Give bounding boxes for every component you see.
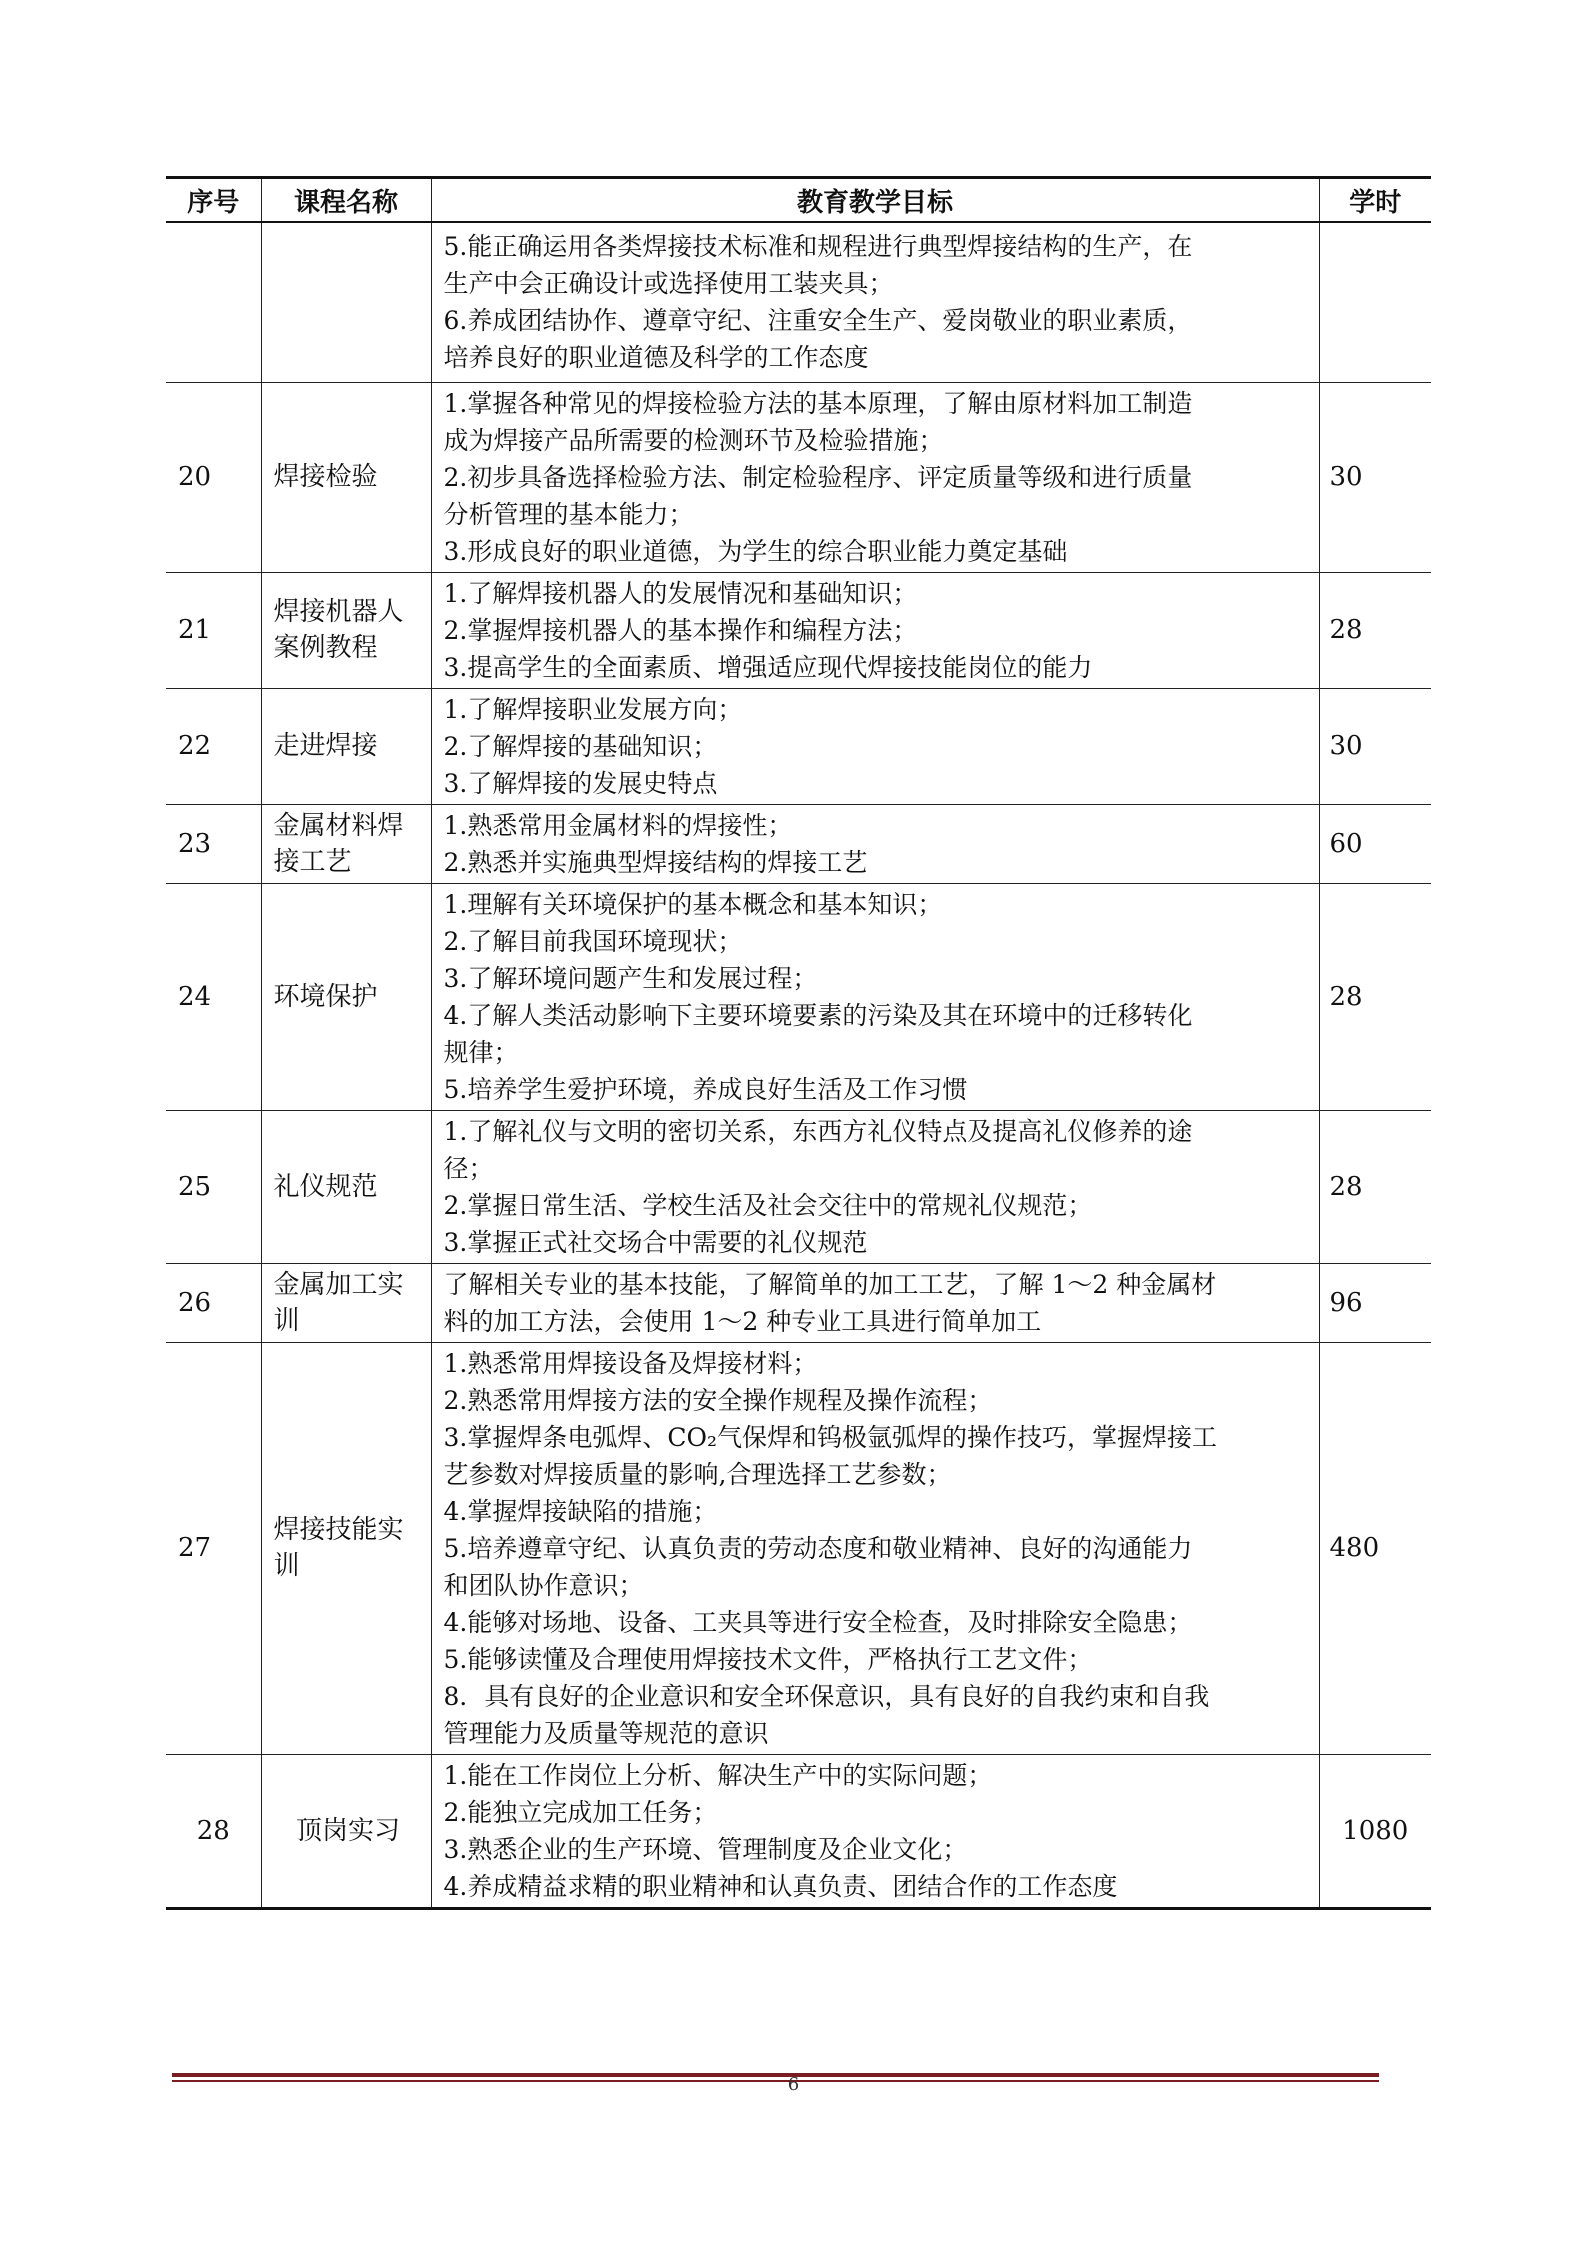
objective-line: 生产中会正确设计或选择使用工装夹具； — [443, 269, 894, 299]
objective-line: 艺参数对焊接质量的影响,合理选择工艺参数； — [443, 1459, 952, 1489]
objective-line: 1.了解焊接机器人的发展情况和基础知识； — [443, 578, 918, 608]
cell-index: 27 — [166, 1342, 261, 1754]
objective-line: 2.了解焊接的基础知识； — [443, 731, 718, 761]
cell-index: 20 — [166, 382, 261, 572]
cell-index: 23 — [166, 804, 261, 883]
table-row — [166, 382, 1431, 572]
objective-line: 管理能力及质量等规范的意识 — [443, 1718, 769, 1748]
objective-line: 了解相关专业的基本技能，了解简单的加工工艺，了解 1～2 种金属材 — [443, 1269, 1217, 1299]
objective-line: 培养良好的职业道德及科学的工作态度 — [443, 343, 869, 373]
cell-hours: 60 — [1319, 804, 1431, 883]
cell-hours: 28 — [1319, 883, 1431, 1110]
objective-line: 4.掌握焊接缺陷的措施； — [443, 1496, 718, 1526]
objective-line: 1.了解焊接职业发展方向； — [443, 694, 743, 724]
cell-index: 28 — [166, 1754, 261, 1908]
objective-line: 径； — [443, 1153, 494, 1183]
cell-index: 22 — [166, 688, 261, 804]
objective-line: 2.能独立完成加工任务； — [443, 1797, 718, 1827]
cell-objectives — [431, 1263, 1319, 1342]
cell-index: 26 — [166, 1263, 261, 1342]
curriculum-table — [166, 176, 1431, 1910]
objective-line: 1.理解有关环境保护的基本概念和基本知识； — [443, 889, 943, 919]
cell-course-name: 金属加工实训 — [261, 1263, 431, 1342]
objective-line: 8．具有良好的企业意识和安全环保意识，具有良好的自我约束和自我 — [443, 1681, 1210, 1711]
objective-line: 1.熟悉常用焊接设备及焊接材料； — [443, 1348, 818, 1378]
cell-objectives — [431, 688, 1319, 804]
cell-objectives — [431, 222, 1319, 382]
table-row — [166, 222, 1431, 382]
objective-line: 2.熟悉并实施典型焊接结构的焊接工艺 — [443, 847, 868, 877]
cell-hours: 480 — [1319, 1342, 1431, 1754]
objective-line: 1.熟悉常用金属材料的焊接性； — [443, 810, 793, 840]
table-row — [166, 1342, 1431, 1754]
table-row — [166, 1110, 1431, 1263]
objective-line: 3.形成良好的职业道德，为学生的综合职业能力奠定基础 — [443, 536, 1068, 566]
cell-objectives — [431, 883, 1319, 1110]
cell-objectives — [431, 1342, 1319, 1754]
header-course: 课程名称 — [261, 178, 431, 223]
cell-hours: 1080 — [1319, 1754, 1431, 1908]
cell-hours: 30 — [1319, 688, 1431, 804]
objective-line: 6.养成团结协作、遵章守纪、注重安全生产、爱岗敬业的职业素质， — [443, 306, 1193, 336]
objective-line: 2.掌握日常生活、学校生活及社会交往中的常规礼仪规范； — [443, 1190, 1093, 1220]
cell-hours — [1319, 222, 1431, 382]
objective-line: 2.熟悉常用焊接方法的安全操作规程及操作流程； — [443, 1385, 993, 1415]
cell-course-name: 焊接机器人案例教程 — [261, 572, 431, 688]
cell-objectives — [431, 382, 1319, 572]
table-row — [166, 688, 1431, 804]
objective-line: 3.熟悉企业的生产环境、管理制度及企业文化； — [443, 1834, 968, 1864]
objective-line: 2.了解目前我国环境现状； — [443, 926, 743, 956]
objective-line: 5.培养学生爱护环境，养成良好生活及工作习惯 — [443, 1074, 968, 1104]
objective-line: 料的加工方法，会使用 1～2 种专业工具进行简单加工 — [443, 1306, 1042, 1336]
cell-objectives — [431, 804, 1319, 883]
objective-line: 3.掌握焊条电弧焊、CO₂气保焊和钨极氩弧焊的操作技巧，掌握焊接工 — [443, 1422, 1218, 1452]
cell-course-name: 走进焊接 — [261, 688, 431, 804]
objective-line: 5.培养遵章守纪、认真负责的劳动态度和敬业精神、良好的沟通能力 — [443, 1533, 1193, 1563]
table-row — [166, 1754, 1431, 1908]
objective-line: 3.掌握正式社交场合中需要的礼仪规范 — [443, 1227, 868, 1257]
table-row — [166, 1263, 1431, 1342]
objective-line: 3.了解环境问题产生和发展过程； — [443, 963, 818, 993]
objective-line: 4.了解人类活动影响下主要环境要素的污染及其在环境中的迁移转化 — [443, 1000, 1193, 1030]
objective-line: 2.初步具备选择检验方法、制定检验程序、评定质量等级和进行质量 — [443, 462, 1193, 492]
cell-course-name: 焊接技能实训 — [261, 1342, 431, 1754]
objective-line: 1.能在工作岗位上分析、解决生产中的实际问题； — [443, 1760, 993, 1790]
objective-line: 3.提高学生的全面素质、增强适应现代焊接技能岗位的能力 — [443, 652, 1093, 682]
cell-hours: 96 — [1319, 1263, 1431, 1342]
table-row — [166, 572, 1431, 688]
cell-hours: 28 — [1319, 572, 1431, 688]
cell-course-name — [261, 222, 431, 382]
objective-line: 分析管理的基本能力； — [443, 499, 694, 529]
cell-course-name: 焊接检验 — [261, 382, 431, 572]
cell-hours: 28 — [1319, 1110, 1431, 1263]
table-header-row — [166, 178, 1431, 223]
objective-line: 5.能正确运用各类焊接技术标准和规程进行典型焊接结构的生产，在 — [443, 232, 1193, 262]
cell-course-name: 礼仪规范 — [261, 1110, 431, 1263]
cell-index: 24 — [166, 883, 261, 1110]
objective-line: 1.掌握各种常见的焊接检验方法的基本原理，了解由原材料加工制造 — [443, 388, 1193, 418]
objective-line: 2.掌握焊接机器人的基本操作和编程方法； — [443, 615, 918, 645]
objective-line: 5.能够读懂及合理使用焊接技术文件，严格执行工艺文件； — [443, 1644, 1093, 1674]
objective-line: 3.了解焊接的发展史特点 — [443, 768, 718, 798]
cell-course-name: 金属材料焊接工艺 — [261, 804, 431, 883]
table-row — [166, 804, 1431, 883]
objective-line: 4.养成精益求精的职业精神和认真负责、团结合作的工作态度 — [443, 1871, 1118, 1901]
cell-objectives — [431, 572, 1319, 688]
objective-line: 规律； — [443, 1037, 519, 1067]
objective-line: 4.能够对场地、设备、工夹具等进行安全检查，及时排除安全隐患； — [443, 1607, 1193, 1637]
header-index: 序号 — [166, 178, 261, 223]
objective-line: 和团队协作意识； — [443, 1570, 644, 1600]
objective-line: 1.了解礼仪与文明的密切关系，东西方礼仪特点及提高礼仪修养的途 — [443, 1116, 1193, 1146]
cell-course-name: 环境保护 — [261, 883, 431, 1110]
cell-objectives — [431, 1110, 1319, 1263]
cell-index: 25 — [166, 1110, 261, 1263]
objective-line: 成为焊接产品所需要的检测环节及检验措施； — [443, 425, 944, 455]
page-number: 6 — [787, 2074, 800, 2095]
cell-index: 21 — [166, 572, 261, 688]
header-hours: 学时 — [1319, 178, 1431, 223]
cell-index — [166, 222, 261, 382]
cell-objectives — [431, 1754, 1319, 1908]
cell-hours: 30 — [1319, 382, 1431, 572]
table-row — [166, 883, 1431, 1110]
cell-course-name: 顶岗实习 — [261, 1754, 431, 1908]
header-objectives: 教育教学目标 — [431, 178, 1319, 223]
